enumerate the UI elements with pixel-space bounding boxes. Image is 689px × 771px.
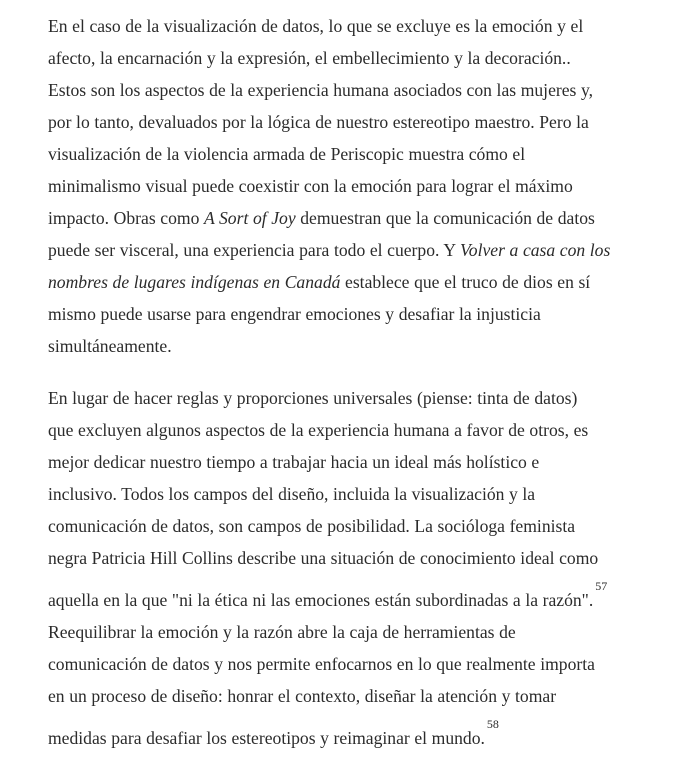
paragraph-2 <box>48 382 678 754</box>
text-line: inclusivo. Todos los campos del diseño, incluida la visualización y la <box>48 484 536 504</box>
work-title-volver-a-casa: Volver a casa con los <box>460 240 611 260</box>
text-line <box>48 574 678 616</box>
text-run: aquella en la que "ni la ética ni las emociones están subordinadas a la razón". <box>48 590 594 610</box>
text-line: en un proceso de diseño: honrar el contexto, diseñar la atención y tomar <box>48 686 557 706</box>
text-run: establece que el truco de dios en sí <box>340 272 591 292</box>
text-line: visualización de la violencia armada de Periscopic muestra cómo el <box>48 144 526 164</box>
work-title-volver-a-casa-cont: nombres de lugares indígenas en Canadá <box>48 272 341 292</box>
text-line <box>48 202 678 234</box>
text-line: Reequilibrar la emoción y la razón abre la caja de herramientas de <box>48 622 516 642</box>
text-line: negra Patricia Hill Collins describe una situación de conocimiento ideal como <box>48 548 599 568</box>
text-line: afecto, la encarnación y la expresión, el embellecimiento y la decoración.. <box>48 48 571 68</box>
text-line: minimalismo visual puede coexistir con la emoción para lograr el máximo <box>48 176 573 196</box>
text-line: por lo tanto, devaluados por la lógica de nuestro estereotipo maestro. Pero la <box>48 112 589 132</box>
text-line: mejor dedicar nuestro tiempo a trabajar hacia un ideal más holístico e <box>48 452 540 472</box>
text-line: comunicación de datos, son campos de posibilidad. La socióloga feminista <box>48 516 576 536</box>
text-run: demuestran que la comunicación de datos <box>295 208 595 228</box>
footnote-ref-57[interactable]: 57 <box>595 579 608 593</box>
text-run: puede ser visceral, una experiencia para todo el cuerpo. Y <box>48 240 460 260</box>
paragraph-1 <box>48 10 678 362</box>
text-line: En lugar de hacer reglas y proporciones universales (piense: tinta de datos) <box>48 388 578 408</box>
text-line <box>48 234 678 266</box>
text-line: mismo puede usarse para engendrar emociones y desafiar la injusticia <box>48 304 541 324</box>
text-line: En el caso de la visualización de datos, lo que se excluye es la emoción y el <box>48 16 584 36</box>
footnote-ref-58[interactable]: 58 <box>486 717 499 731</box>
text-line <box>48 712 678 754</box>
text-run: medidas para desafiar los estereotipos y reimaginar el mundo. <box>48 728 485 748</box>
text-run: impacto. Obras como <box>48 208 204 228</box>
work-title-a-sort-of-joy: A Sort of Joy <box>203 208 296 228</box>
text-line: que excluyen algunos aspectos de la experiencia humana a favor de otros, es <box>48 420 589 440</box>
text-line: Estos son los aspectos de la experiencia humana asociados con las mujeres y, <box>48 80 594 100</box>
text-line: simultáneamente. <box>48 336 172 356</box>
article-body <box>48 10 678 754</box>
text-line <box>48 266 678 298</box>
text-line: comunicación de datos y nos permite enfocarnos en lo que realmente importa <box>48 654 595 674</box>
